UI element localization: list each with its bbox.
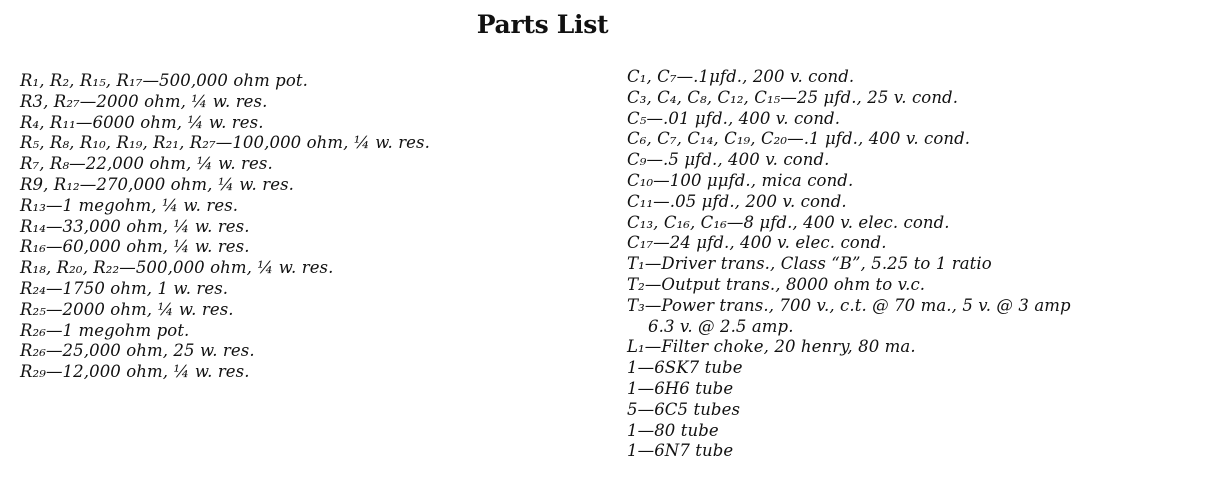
list-item: C₁₃, C₁₆, C₁₆—8 μfd., 400 v. elec. cond. [627, 212, 950, 232]
list-item: R₂₄—1750 ohm, 1 w. res. [20, 278, 229, 298]
list-item: C₁₇—24 μfd., 400 v. elec. cond. [627, 233, 887, 253]
list-item: R₂₉—12,000 ohm, ¼ w. res. [20, 362, 250, 382]
capacitor-transformer-tube-list [627, 67, 1071, 462]
list-item: 5—6C5 tubes [627, 399, 741, 419]
list-item: R₂₅—2000 ohm, ¼ w. res. [20, 299, 234, 319]
list-item: R9, R₁₂—270,000 ohm, ¼ w. res. [20, 174, 294, 194]
list-item: R₇, R₈—22,000 ohm, ¼ w. res. [20, 154, 273, 174]
list-item: 1—80 tube [627, 420, 719, 440]
list-item: 1—6SK7 tube [627, 358, 743, 378]
list-item: R₅, R₈, R₁₀, R₁₉, R₂₁, R₂₇—100,000 ohm, ¼ w. res. [20, 133, 430, 153]
list-item: C₁₀—100 μμfd., mica cond. [627, 170, 854, 190]
list-item: R₄, R₁₁—6000 ohm, ¼ w. res. [20, 112, 264, 132]
list-item: T₃—Power trans., 700 v., c.t. @ 70 ma., 5 v. @ 3 amp [627, 295, 1071, 315]
list-item-continuation: 6.3 v. @ 2.5 amp. [648, 316, 794, 336]
page-title: Parts List [476, 10, 609, 39]
list-item: R₁₈, R₂₀, R₂₂—500,000 ohm, ¼ w. res. [20, 258, 334, 278]
list-item: L₁—Filter choke, 20 henry, 80 ma. [627, 337, 916, 357]
list-item: R₁₃—1 megohm, ¼ w. res. [20, 195, 239, 215]
list-item: 1—6N7 tube [627, 441, 734, 461]
resistor-list [20, 71, 430, 383]
list-item: R₂₆—25,000 ohm, 25 w. res. [20, 341, 255, 361]
list-item: T₁—Driver trans., Class “B”, 5.25 to 1 ratio [627, 254, 992, 274]
cropped-text-remnant [20, 385, 320, 389]
list-item: C₅—.01 μfd., 400 v. cond. [627, 108, 841, 128]
list-item: C₃, C₄, C₈, C₁₂, C₁₅—25 μfd., 25 v. cond. [627, 87, 959, 107]
list-item: C₉—.5 μfd., 400 v. cond. [627, 150, 830, 170]
list-item: C₁₁—.05 μfd., 200 v. cond. [627, 191, 847, 211]
list-item: R₂₆—1 megohm pot. [20, 320, 190, 340]
list-item: R3, R₂₇—2000 ohm, ¼ w. res. [20, 91, 268, 111]
list-item: C₁, C₇—.1μfd., 200 v. cond. [627, 67, 855, 86]
list-item: R₁₆—60,000 ohm, ¼ w. res. [20, 237, 250, 257]
list-item: R₁₄—33,000 ohm, ¼ w. res. [20, 216, 250, 236]
list-item: T₂—Output trans., 8000 ohm to v.c. [627, 274, 926, 294]
list-item: R₁, R₂, R₁₅, R₁₇—500,000 ohm pot. [20, 71, 308, 90]
list-item: C₆, C₇, C₁₄, C₁₉, C₂₀—.1 μfd., 400 v. cond. [627, 129, 971, 149]
list-item: 1—6H6 tube [627, 378, 734, 398]
